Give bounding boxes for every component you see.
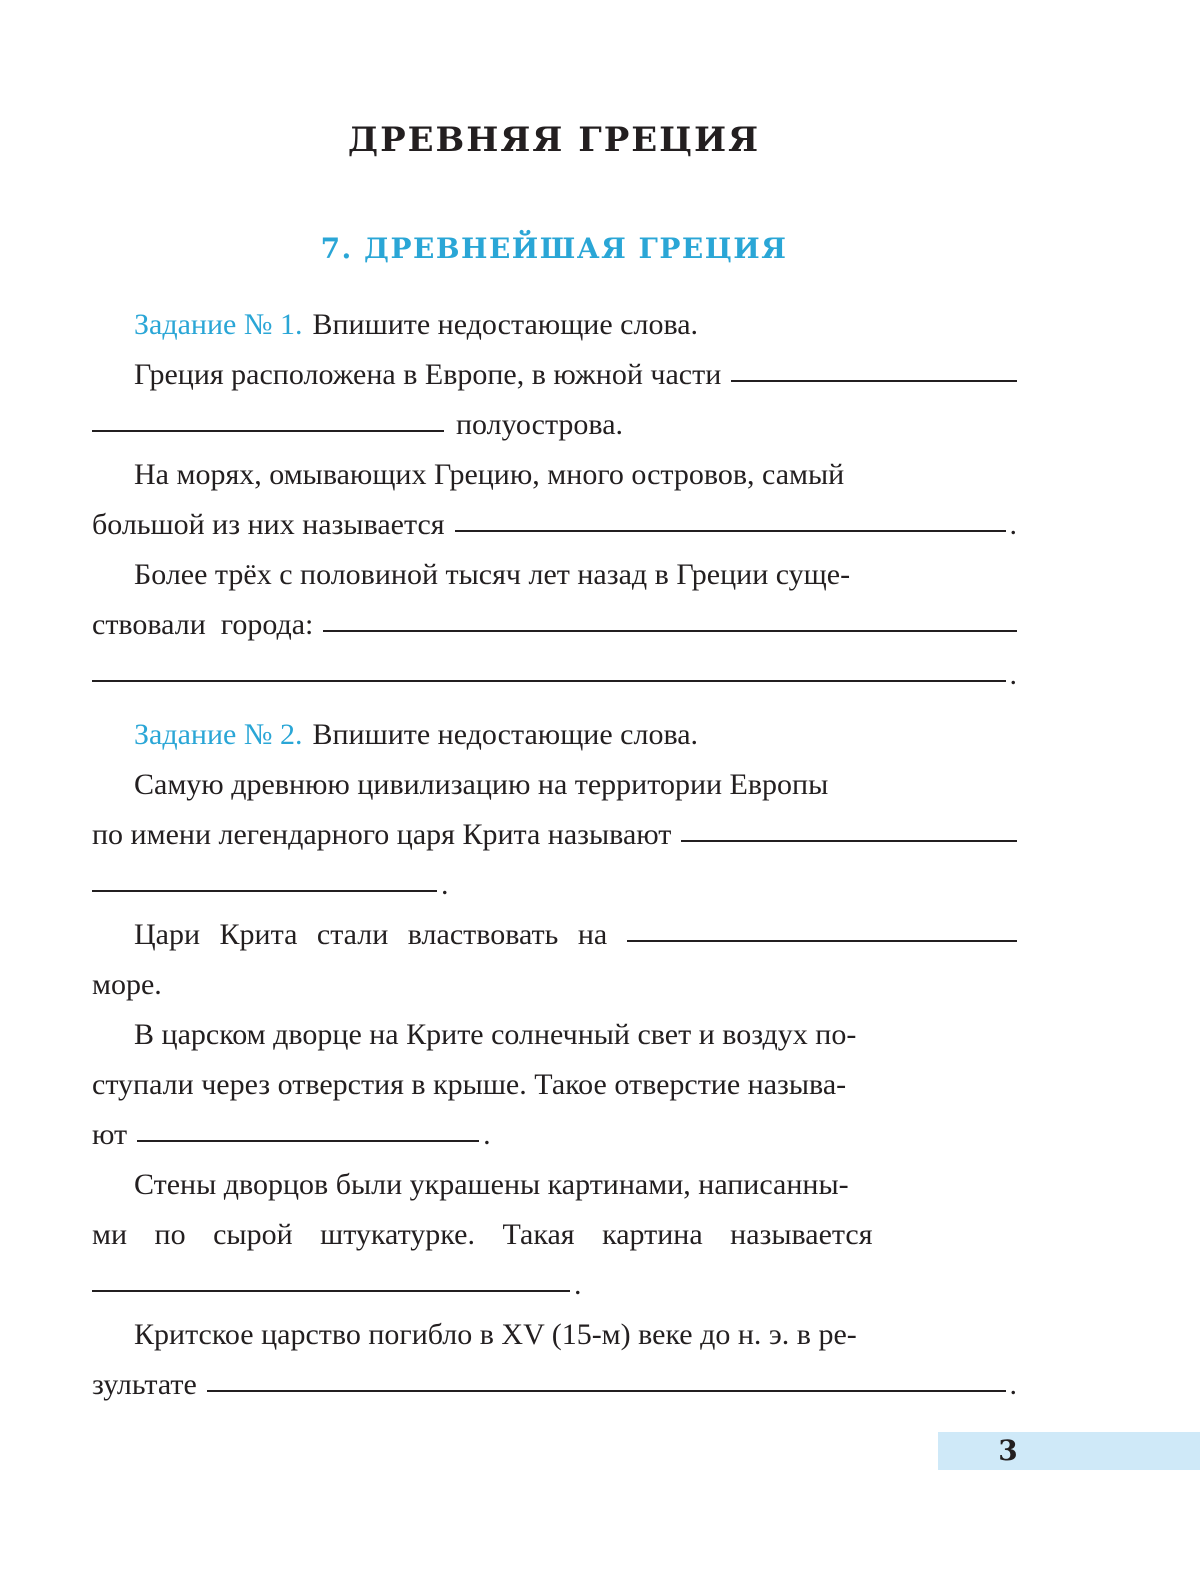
answer-blank[interactable] [92,430,444,432]
page-number-tab [938,1432,1200,1470]
answer-blank[interactable] [92,890,437,892]
answer-blank[interactable] [323,630,1017,632]
page-title: ДРЕВНЯЯ ГРЕЦИЯ [347,120,761,160]
section-title: 7. ДРЕВНЕЙШАЯ ГРЕЦИЯ [320,232,788,265]
task2-header [134,717,1017,753]
task2-p3-line3: ют [92,1118,128,1151]
task2-text-line [92,1267,1017,1303]
task2-text-line [134,1017,1017,1053]
task1-p3-line2: ствовали города: [92,608,314,641]
task1-p3-line1: Более трёх с половиной тысяч лет назад в Греции суще- [134,558,851,591]
task1-p2-line2: большой из них называется [92,508,445,541]
task2-p4-line2: ми по сырой штукатурке. Такая картина называется [92,1218,873,1251]
task2-p5-line2: зультате [92,1368,197,1401]
task2-label: Задание № 2. [134,718,303,751]
answer-blank[interactable] [137,1140,479,1142]
answer-blank[interactable] [455,530,1006,532]
task1-text-line [134,557,1017,593]
task2-text-line [134,1167,1017,1203]
task2-p2-line2: море. [92,968,162,1001]
period: . [1009,1368,1017,1401]
task1-text-line [92,507,1017,543]
period: . [1009,508,1017,541]
task1-label: Задание № 1. [134,308,303,341]
task2-text-line [134,917,1017,953]
task1-instruction: Впишите недостающие слова. [312,308,699,341]
task2-text-line [92,1217,1017,1253]
answer-blank[interactable] [681,840,1017,842]
answer-blank[interactable] [92,680,1006,682]
task2-text-line [92,1117,1017,1153]
task2-text-line [92,867,1017,903]
task1-p2-line1: На морях, омывающих Грецию, много островов, самый [134,458,845,491]
task2-p3-line2: ступали через отверстия в крыше. Такое отверстие называ- [92,1068,847,1101]
task1-text-line [134,457,1017,493]
task2-text-line [92,1067,1017,1103]
task2-p1-line1: Самую древнюю цивилизацию на территории Европы [134,768,829,801]
task2-instruction: Впишите недостающие слова. [312,718,699,751]
task1-text-line [92,407,1017,443]
answer-blank[interactable] [92,1290,570,1292]
task2-p2-line1: Цари Крита стали властвовать на [134,918,608,951]
task1-text-line [92,607,1017,643]
task1-text-line [134,357,1017,393]
period: . [1009,658,1017,691]
task2-text-line [134,767,1017,803]
task1-text-line [92,657,1017,693]
period: . [574,1268,582,1301]
task2-text-line [92,967,1017,1003]
task1-p1-line2: полуострова. [456,408,624,441]
period: . [441,868,449,901]
answer-blank[interactable] [627,940,1017,942]
task1-header [134,307,1017,343]
answer-blank[interactable] [731,380,1017,382]
task2-p4-line1: Стены дворцов были украшены картинами, написанны- [134,1168,849,1201]
task2-text-line [134,1317,1017,1353]
period: . [483,1118,491,1151]
task2-p1-line2: по имени легендарного царя Крита называют [92,818,672,851]
answer-blank[interactable] [207,1390,1006,1392]
task2-text-line [92,817,1017,853]
task2-p5-line1: Критское царство погибло в XV (15-м) веке до н. э. в ре- [134,1318,857,1351]
page-number: 3 [998,1434,1018,1467]
task1-p1-line1: Греция расположена в Европе, в южной части [134,358,722,391]
task2-text-line [92,1367,1017,1403]
task2-p3-line1: В царском дворце на Крите солнечный свет и воздух по- [134,1018,857,1051]
